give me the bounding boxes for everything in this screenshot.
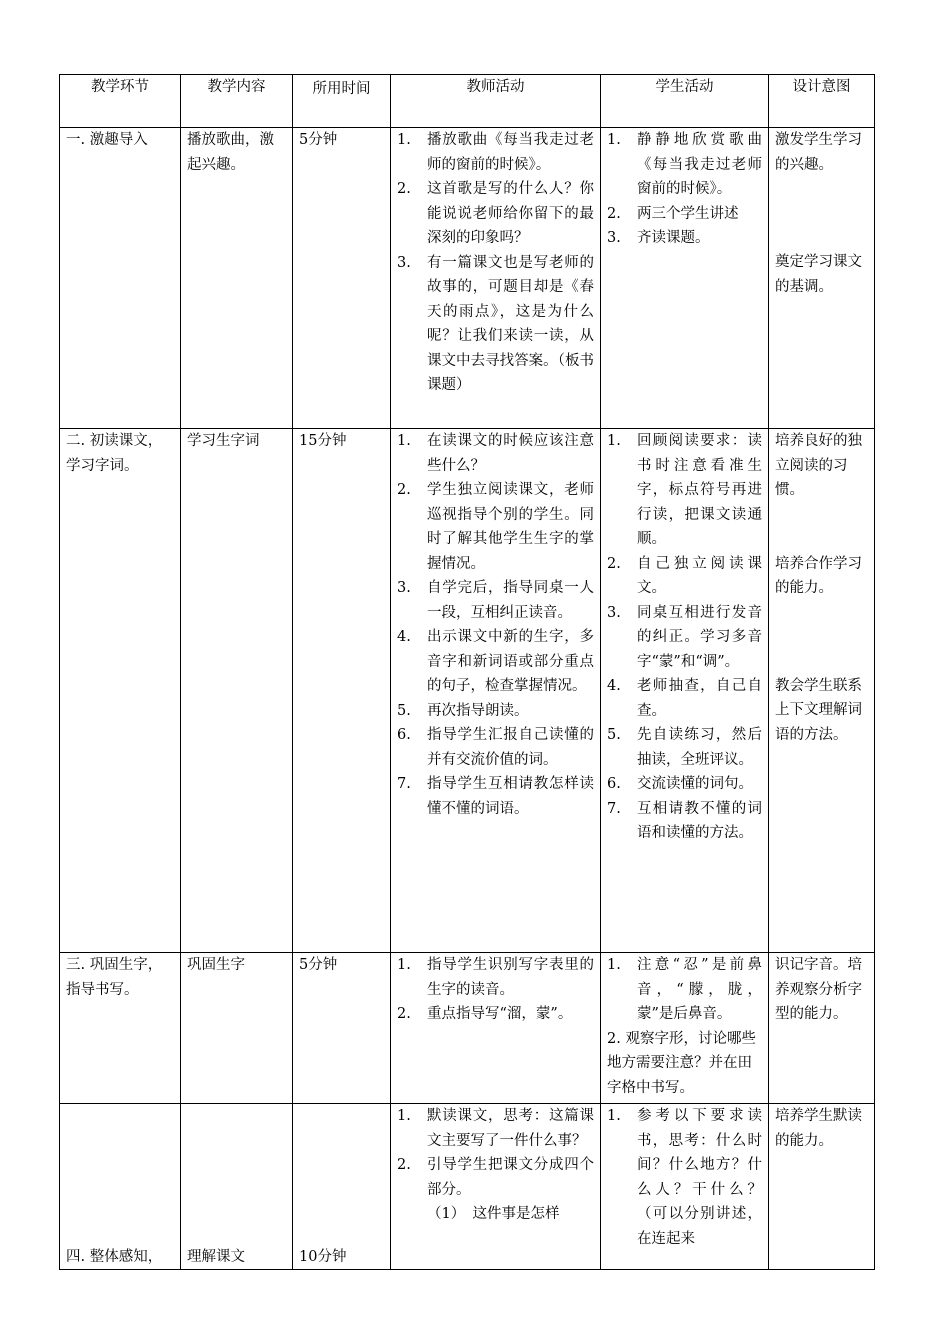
list-item: 1. 默读课文，思考：这篇课文主要写了一件什么事？ xyxy=(397,1108,594,1149)
teacher-cell xyxy=(391,1104,601,1270)
list-item: 3. 齐读课题。 xyxy=(607,230,710,246)
design-cell xyxy=(769,953,875,1104)
sub-item: （1） 这件事是怎样 xyxy=(427,1206,560,1222)
content-cell: 理解课文 xyxy=(181,1104,293,1270)
list-item: 1. 回顾阅读要求：读书时注意看准生字，标点符号再进行读，把课文读通顺。 xyxy=(607,433,762,547)
teacher-cell xyxy=(391,429,601,953)
list-item: 1. 在读课文的时候应该注意些什么？ xyxy=(397,433,594,474)
list-item: 2. 这首歌是写的什么人？你能说说老师给你留下的最深刻的印象吗？ xyxy=(397,181,594,246)
design-note: 培养学生默读的能力。 xyxy=(775,1108,862,1149)
table-row xyxy=(60,128,875,429)
stage-cell: 一. 激趣导入 xyxy=(60,128,181,429)
header-row xyxy=(60,75,875,128)
table-row xyxy=(60,1104,875,1270)
teacher-cell xyxy=(391,953,601,1104)
design-note: 培养合作学习的能力。 xyxy=(775,555,862,596)
list-item: 4. 老师抽查，自己自查。 xyxy=(607,678,762,719)
list-item: 4. 出示课文中新的生字，多音字和新词语或部分重点的句子，检查掌握情况。 xyxy=(397,629,594,694)
list-item: 5. 再次指导朗读。 xyxy=(397,702,529,719)
design-cell xyxy=(769,128,875,429)
header-stage: 教学环节 xyxy=(60,75,181,128)
header-design: 设计意图 xyxy=(769,75,875,128)
header-teacher: 教师活动 xyxy=(391,75,601,128)
content-cell: 播放歌曲，激起兴趣。 xyxy=(181,128,293,429)
list-item: 2. 重点指导写“溜，蒙”。 xyxy=(397,1006,573,1022)
list-item: 3. 有一篇课文也是写老师的故事的，可题目却是《春天的雨点》，这是为什么呢？让我们来读一读，从课文中去寻找答案。（板书课题） xyxy=(397,254,594,393)
stage-cell: 三. 巩固生字，指导书写。 xyxy=(60,953,181,1104)
list-item: 3. 自学完后，指导同桌一人一段，互相纠正读音。 xyxy=(397,580,594,621)
design-note: 识记字音。培养观察分析字型的能力。 xyxy=(775,957,862,1022)
list-item: 6. 指导学生汇报自己读懂的并有交流价值的词。 xyxy=(397,727,594,768)
time-cell: 5分钟 xyxy=(293,128,391,429)
student-cell xyxy=(601,429,769,953)
design-note: 教会学生联系上下文理解词语的方法。 xyxy=(775,677,862,743)
header-time: 所用时间 xyxy=(293,75,391,128)
table-row xyxy=(60,429,875,953)
list-item: 1. 播放歌曲《每当我走过老师的窗前的时候》。 xyxy=(397,132,594,173)
content-cell: 巩固生字 xyxy=(181,953,293,1104)
list-item: 1. 参考以下要求读书，思考：什么时间？什么地方？什么人？干什么？（可以分别讲述，在连起来 xyxy=(607,1108,762,1247)
stage-cell: 四. 整体感知， xyxy=(60,1104,181,1270)
design-note: 激发学生学习的兴趣。 xyxy=(775,132,862,173)
student-cell xyxy=(601,1104,769,1270)
list-item: 2. 两三个学生讲述 xyxy=(607,205,739,222)
list-item: 2. 自己独立阅读课文。 xyxy=(607,555,762,596)
student-note: 2. 观察字形，讨论哪些地方需要注意？并在田字格中书写。 xyxy=(607,1030,756,1096)
student-cell xyxy=(601,953,769,1104)
table-row xyxy=(60,953,875,1104)
teacher-cell xyxy=(391,128,601,429)
list-item: 7. 互相请教不懂的词语和读懂的方法。 xyxy=(607,800,762,841)
time-cell: 5分钟 xyxy=(293,953,391,1104)
list-item: 2. 学生独立阅读课文，老师巡视指导个别的学生。同时了解其他学生生字的掌握情况。 xyxy=(397,482,594,572)
list-item: 2. 引导学生把课文分成四个部分。 xyxy=(397,1157,594,1198)
list-item: 3. 同桌互相进行发音的纠正。学习多音字“蒙”和“调”。 xyxy=(607,604,762,670)
lesson-plan-table xyxy=(59,74,875,1270)
header-content: 教学内容 xyxy=(181,75,293,128)
time-cell: 15分钟 xyxy=(293,429,391,953)
design-cell xyxy=(769,429,875,953)
header-student: 学生活动 xyxy=(601,75,769,128)
design-cell xyxy=(769,1104,875,1270)
content-cell: 学习生字词 xyxy=(181,429,293,953)
design-note: 奠定学习课文的基调。 xyxy=(775,254,862,295)
student-cell xyxy=(601,128,769,429)
list-item: 7. 指导学生互相请教怎样读懂不懂的词语。 xyxy=(397,776,594,817)
time-cell: 10分钟 xyxy=(293,1104,391,1270)
design-note: 培养良好的独立阅读的习惯。 xyxy=(775,433,862,498)
list-item: 1. 指导学生识别写字表里的生字的读音。 xyxy=(397,957,594,998)
list-item: 6. 交流读懂的词句。 xyxy=(607,776,753,792)
list-item: 5. 先自读练习，然后抽读，全班评议。 xyxy=(607,727,762,768)
list-item: 1. 静静地欣赏歌曲《每当我走过老师窗前的时候》。 xyxy=(607,132,762,197)
list-item: 1. 注意“忍”是前鼻音，“朦，胧，蒙”是后鼻音。 xyxy=(607,957,762,1022)
stage-cell: 二. 初读课文，学习字词。 xyxy=(60,429,181,953)
